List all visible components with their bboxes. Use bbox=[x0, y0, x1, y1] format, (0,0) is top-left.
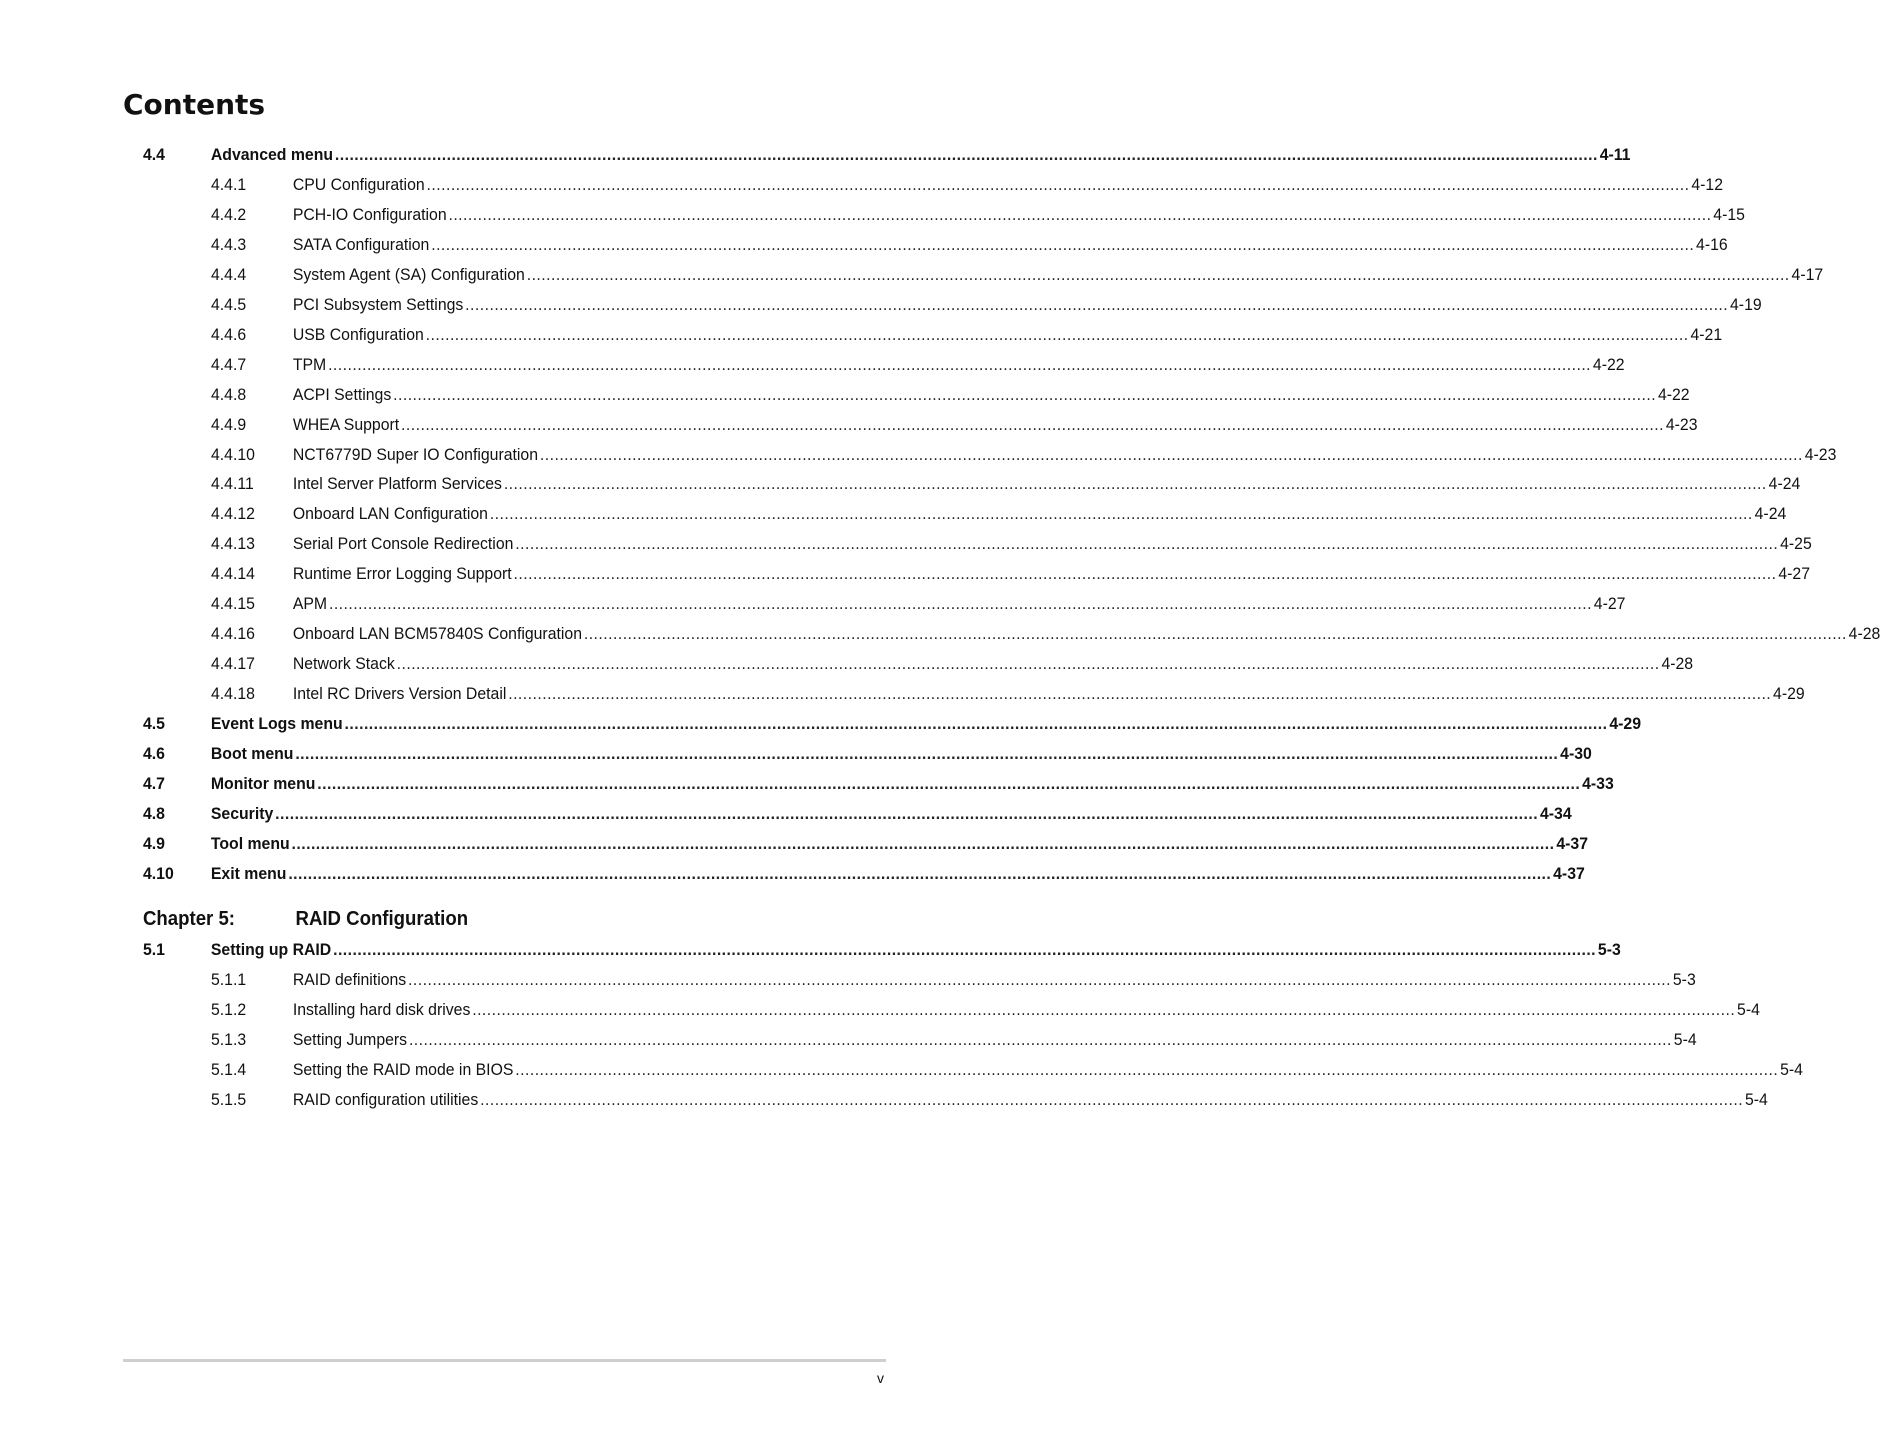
dot-leader: .................................................................................................................................................................................................................................................................... bbox=[396, 654, 1660, 674]
toc-entry-number: 4.4.12 bbox=[211, 504, 255, 524]
toc-entry-title: Boot menu bbox=[210, 744, 294, 763]
toc-entry-title: Setting the RAID mode in BIOS bbox=[292, 1060, 514, 1079]
toc-entry-title: Intel RC Drivers Version Detail bbox=[292, 684, 507, 704]
toc-entry-page: 4-23 bbox=[1665, 414, 1698, 434]
toc-entry[interactable] bbox=[143, 863, 1585, 885]
toc-entry-number: 5.1.3 bbox=[211, 1030, 247, 1049]
toc-entry-number: 4.8 bbox=[143, 803, 165, 823]
toc-entry-title: Runtime Error Logging Support bbox=[292, 564, 512, 584]
toc-entry-number: 4.4.7 bbox=[211, 354, 247, 374]
toc-entry-title: Onboard LAN BCM57840S Configuration bbox=[292, 624, 582, 644]
toc-entry-title: USB Configuration bbox=[292, 324, 424, 344]
toc-entry-title: NCT6779D Super IO Configuration bbox=[292, 444, 539, 464]
toc-entry[interactable] bbox=[211, 414, 1698, 436]
toc-entry-page: 4-29 bbox=[1609, 714, 1641, 734]
toc-entry-number: 5.1 bbox=[143, 940, 165, 959]
toc-entry[interactable] bbox=[211, 174, 1724, 196]
toc-entry[interactable] bbox=[211, 384, 1690, 406]
dot-leader: .................................................................................................................................................................................................................................................................... bbox=[408, 1030, 1672, 1049]
toc-entry-page: 5-4 bbox=[1737, 1000, 1760, 1019]
page-title: Contents bbox=[123, 88, 266, 121]
toc-entry-page: 4-24 bbox=[1754, 504, 1787, 524]
toc-entry[interactable] bbox=[211, 473, 1801, 495]
toc-entry[interactable] bbox=[211, 683, 1805, 705]
toc-entry[interactable] bbox=[211, 999, 1760, 1021]
toc-entry-number: 4.4.17 bbox=[211, 654, 255, 674]
toc-entry-title: System Agent (SA) Configuration bbox=[292, 264, 525, 284]
toc-entry-page: 4-25 bbox=[1780, 534, 1812, 554]
toc-entry-page: 4-34 bbox=[1539, 803, 1572, 823]
dot-leader: .................................................................................................................................................................................................................................................................... bbox=[344, 714, 1608, 734]
toc-entry-title: TPM bbox=[292, 354, 327, 374]
dot-leader: .................................................................................................................................................................................................................................................................... bbox=[513, 564, 1777, 584]
toc-entry[interactable] bbox=[211, 623, 1880, 645]
dot-leader: .................................................................................................................................................................................................................................................................... bbox=[472, 1000, 1736, 1019]
toc-entry-title: Monitor menu bbox=[210, 773, 316, 793]
toc-entry-title: Exit menu bbox=[210, 863, 287, 883]
dot-leader: .................................................................................................................................................................................................................................................................... bbox=[465, 294, 1729, 314]
dot-leader: .................................................................................................................................................................................................................................................................... bbox=[288, 863, 1552, 883]
toc-entry[interactable] bbox=[211, 533, 1812, 555]
dot-leader: .................................................................................................................................................................................................................................................................... bbox=[328, 594, 1592, 614]
toc-entry-number: 4.10 bbox=[143, 863, 174, 883]
toc-entry-page: 5-4 bbox=[1744, 1090, 1768, 1109]
toc-entry-number: 5.1.2 bbox=[211, 1000, 247, 1019]
toc-entry-number: 4.4.10 bbox=[211, 444, 255, 464]
dot-leader: .................................................................................................................................................................................................................................................................... bbox=[480, 1090, 1744, 1109]
toc-entry[interactable] bbox=[143, 939, 1621, 961]
toc-entry-page: 4-28 bbox=[1848, 624, 1880, 644]
toc-entry-title: RAID definitions bbox=[292, 970, 407, 989]
toc-entry-title: Intel Server Platform Services bbox=[292, 474, 502, 494]
toc-entry-page: 5-3 bbox=[1672, 970, 1696, 989]
toc-entry-title: CPU Configuration bbox=[292, 174, 425, 194]
chapter-label: Chapter 5: bbox=[143, 908, 235, 930]
toc-entry-page: 4-33 bbox=[1582, 773, 1614, 793]
toc-entry[interactable] bbox=[211, 1089, 1768, 1111]
dot-leader: .................................................................................................................................................................................................................................................................... bbox=[431, 234, 1695, 254]
toc-entry-number: 4.4.8 bbox=[211, 384, 247, 404]
dot-leader: .................................................................................................................................................................................................................................................................... bbox=[526, 264, 1790, 284]
footer-divider bbox=[123, 1359, 886, 1362]
toc-entry[interactable] bbox=[211, 354, 1625, 376]
dot-leader: .................................................................................................................................................................................................................................................................... bbox=[508, 684, 1772, 704]
toc-entry-title: Setting up RAID bbox=[210, 940, 332, 959]
toc-entry-title: PCH-IO Configuration bbox=[292, 204, 447, 224]
toc-entry-number: 4.4.3 bbox=[211, 234, 247, 254]
dot-leader: .................................................................................................................................................................................................................................................................... bbox=[583, 624, 1847, 644]
dot-leader: .................................................................................................................................................................................................................................................................... bbox=[275, 803, 1539, 823]
toc-entry[interactable] bbox=[143, 713, 1641, 735]
toc-entry-number: 4.4.4 bbox=[211, 264, 247, 284]
toc-entry-page: 5-4 bbox=[1780, 1060, 1803, 1079]
toc-entry[interactable] bbox=[143, 743, 1592, 765]
dot-leader: .................................................................................................................................................................................................................................................................... bbox=[393, 384, 1657, 404]
toc-entry-number: 4.4.18 bbox=[211, 684, 255, 704]
toc-entry-title: PCI Subsystem Settings bbox=[292, 294, 464, 314]
dot-leader: .................................................................................................................................................................................................................................................................... bbox=[503, 474, 1767, 494]
dot-leader: .................................................................................................................................................................................................................................................................... bbox=[426, 174, 1690, 194]
chapter-title: RAID Configuration bbox=[295, 908, 469, 930]
dot-leader: .................................................................................................................................................................................................................................................................... bbox=[333, 940, 1597, 959]
toc-entry[interactable] bbox=[211, 264, 1824, 286]
toc-entry-page: 4-17 bbox=[1791, 264, 1824, 284]
chapter-heading bbox=[143, 908, 468, 931]
toc-entry[interactable] bbox=[211, 204, 1745, 226]
toc-entry-page: 5-4 bbox=[1673, 1030, 1697, 1049]
toc-entry-page: 4-27 bbox=[1778, 564, 1811, 584]
toc-entry-number: 4.4.11 bbox=[211, 474, 254, 494]
toc-entry-number: 4.9 bbox=[143, 833, 165, 853]
toc-entry[interactable] bbox=[143, 803, 1572, 825]
toc-entry-number: 4.4.15 bbox=[211, 594, 255, 614]
dot-leader: .................................................................................................................................................................................................................................................................... bbox=[334, 145, 1598, 164]
toc-entry-page: 4-16 bbox=[1696, 234, 1728, 254]
toc-entry-page: 4-24 bbox=[1768, 474, 1801, 494]
toc-entry-number: 4.4.6 bbox=[211, 324, 247, 344]
dot-leader: .................................................................................................................................................................................................................................................................... bbox=[539, 444, 1803, 464]
toc-entry-page: 4-11 bbox=[1599, 145, 1631, 164]
toc-entry-page: 4-15 bbox=[1713, 204, 1745, 224]
toc-entry-number: 4.4.16 bbox=[211, 624, 255, 644]
toc-entry-page: 4-23 bbox=[1804, 444, 1837, 464]
toc-entry-page: 4-30 bbox=[1560, 744, 1592, 763]
toc-entry-page: 4-21 bbox=[1690, 324, 1723, 344]
toc-entry-title: Event Logs menu bbox=[210, 714, 343, 734]
toc-entry-page: 4-28 bbox=[1661, 654, 1694, 674]
toc-entry-page: 4-22 bbox=[1657, 384, 1690, 404]
toc-entry-page: 4-22 bbox=[1592, 354, 1625, 374]
toc-entry-title: WHEA Support bbox=[292, 414, 400, 434]
toc-entry[interactable] bbox=[211, 593, 1626, 615]
toc-entry[interactable] bbox=[143, 773, 1614, 795]
toc-entry-number: 4.4.13 bbox=[211, 534, 255, 554]
toc-entry-title: SATA Configuration bbox=[292, 234, 430, 254]
toc-entry[interactable] bbox=[211, 234, 1728, 256]
toc-entry-page: 4-37 bbox=[1553, 863, 1585, 883]
toc-entry-number: 4.7 bbox=[143, 773, 165, 793]
toc-entry-number: 4.4.2 bbox=[211, 204, 247, 224]
toc-entry-page: 4-12 bbox=[1691, 174, 1724, 194]
toc-entry-number: 4.4.5 bbox=[211, 294, 247, 314]
toc-entry-page: 4-19 bbox=[1730, 294, 1762, 314]
page-number: v bbox=[877, 1370, 884, 1386]
toc-entry-number: 4.4 bbox=[143, 145, 165, 164]
toc-entry[interactable] bbox=[211, 324, 1723, 346]
toc-entry-title: Security bbox=[210, 803, 274, 823]
dot-leader: .................................................................................................................................................................................................................................................................... bbox=[489, 504, 1753, 524]
toc-entry[interactable] bbox=[211, 653, 1694, 675]
toc-entry-page: 4-27 bbox=[1593, 594, 1626, 614]
dot-leader: .................................................................................................................................................................................................................................................................... bbox=[328, 354, 1592, 374]
toc-entry[interactable] bbox=[211, 294, 1762, 316]
toc-entry-number: 4.4.9 bbox=[211, 414, 247, 434]
toc-entry-title: Installing hard disk drives bbox=[292, 1000, 471, 1019]
toc-entry[interactable] bbox=[211, 563, 1811, 585]
dot-leader: .................................................................................................................................................................................................................................................................... bbox=[408, 970, 1672, 989]
dot-leader: .................................................................................................................................................................................................................................................................... bbox=[317, 773, 1581, 793]
toc-entry[interactable] bbox=[211, 1059, 1803, 1081]
toc-entry-number: 5.1.4 bbox=[211, 1060, 247, 1079]
dot-leader: .................................................................................................................................................................................................................................................................... bbox=[448, 204, 1712, 224]
toc-entry-title: RAID configuration utilities bbox=[292, 1090, 479, 1109]
toc-entry-title: Advanced menu bbox=[210, 145, 334, 164]
toc-entry-page: 5-3 bbox=[1597, 940, 1621, 959]
toc-entry[interactable] bbox=[143, 144, 1631, 166]
toc-entry-page: 4-37 bbox=[1556, 833, 1588, 853]
toc-entry-title: Tool menu bbox=[210, 833, 290, 853]
dot-leader: .................................................................................................................................................................................................................................................................... bbox=[515, 1060, 1779, 1079]
toc-entry[interactable] bbox=[211, 1029, 1697, 1051]
toc-entry[interactable] bbox=[211, 444, 1837, 466]
toc-entry-title: APM bbox=[292, 594, 328, 614]
toc-entry-title: Network Stack bbox=[292, 654, 395, 674]
toc-entry-number: 4.5 bbox=[143, 714, 165, 734]
toc-entry-number: 4.4.14 bbox=[211, 564, 255, 584]
toc-entry-number: 4.6 bbox=[143, 744, 165, 763]
toc-entry[interactable] bbox=[143, 833, 1588, 855]
dot-leader: .................................................................................................................................................................................................................................................................... bbox=[425, 324, 1689, 344]
toc-entry-page: 4-29 bbox=[1773, 684, 1805, 704]
toc-entry[interactable] bbox=[211, 969, 1696, 991]
dot-leader: .................................................................................................................................................................................................................................................................... bbox=[291, 833, 1555, 853]
toc-entry-title: Serial Port Console Redirection bbox=[292, 534, 514, 554]
toc-entry-title: Setting Jumpers bbox=[292, 1030, 408, 1049]
dot-leader: .................................................................................................................................................................................................................................................................... bbox=[401, 414, 1664, 434]
toc-entry-title: Onboard LAN Configuration bbox=[292, 504, 488, 524]
toc-entry-number: 4.4.1 bbox=[211, 174, 247, 194]
dot-leader: .................................................................................................................................................................................................................................................................... bbox=[295, 744, 1559, 763]
toc-entry-number: 5.1.5 bbox=[211, 1090, 247, 1109]
toc-entry-title: ACPI Settings bbox=[292, 384, 392, 404]
dot-leader: .................................................................................................................................................................................................................................................................... bbox=[515, 534, 1779, 554]
toc-entry-number: 5.1.1 bbox=[211, 970, 247, 989]
toc-entry[interactable] bbox=[211, 503, 1787, 525]
